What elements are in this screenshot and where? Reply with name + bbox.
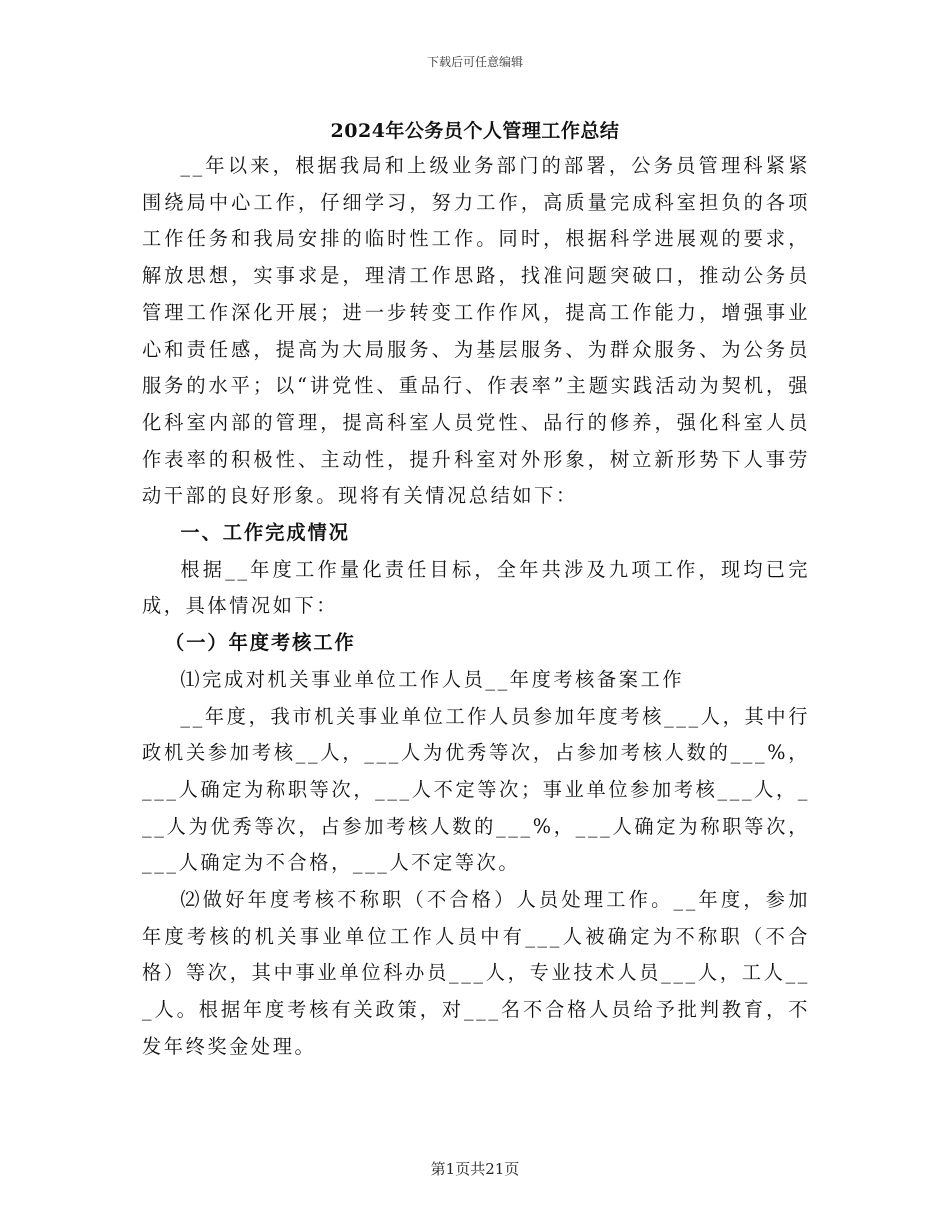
section-heading: 一、工作完成情况 <box>180 521 350 545</box>
page-number: 第1页共21页 <box>430 1160 520 1178</box>
paragraph-overview: 根据__年度工作量化责任目标，全年共涉及九项工作，现均已完成，具体情况如下： <box>142 557 810 618</box>
paragraph-assessment-stats: __年度，我市机关事业单位工作人员参加年度考核___人，其中行政机关参加考核__人，___人为优秀等次，占参加考核人数的___%，___人确定为称职等次，___人不定等次；事业单位参加考核___人，___人为优秀等次，占参加考核人数的___%，___人确定为称职等次，___人确定为不合格，___人不定等次。 <box>142 704 810 875</box>
document-body <box>142 148 810 1066</box>
paragraph-intro: __年以来，根据我局和上级业务部门的部署，公务员管理科紧紧围绕局中心工作，仔细学习，努力工作，高质量完成科室担负的各项工作任务和我局安排的临时性工作。同时，根据科学进展观的要求，解放思想，实事求是，理清工作思路，找准问题突破口，推动公务员管理工作深化开展；进一步转变工作作风，提高工作能力，增强事业心和责任感，提高为大局服务、为基层服务、为群众服务、为公务员服务的水平；以“讲党性、重品行、作表率”主题实践活动为契机，强化科室内部的管理，提高科室人员党性、品行的修养，强化科室人员作表率的积极性、主动性，提升科室对外形象，树立新形势下人事劳动干部的良好形象。现将有关情况总结如下： <box>142 154 810 508</box>
header-note: 下载后可任意编辑 <box>426 55 523 69</box>
paragraph-item-2: ⑵做好年度考核不称职（不合格）人员处理工作。__年度，参加年度考核的机关事业单位工作人员中有___人被确定为不称职（不合格）等次，其中事业单位科办员___人，专业技术人员___人，工人___人。根据年度考核有关政策，对___名不合格人员给予批判教育，不发年终奖金处理。 <box>142 888 810 1058</box>
subsection-heading: （一）年度考核工作 <box>165 631 356 655</box>
paragraph-item-1: ⑴完成对机关事业单位工作人员__年度考核备案工作 <box>180 667 685 691</box>
document-title: 2024年公务员个人管理工作总结 <box>330 120 620 142</box>
